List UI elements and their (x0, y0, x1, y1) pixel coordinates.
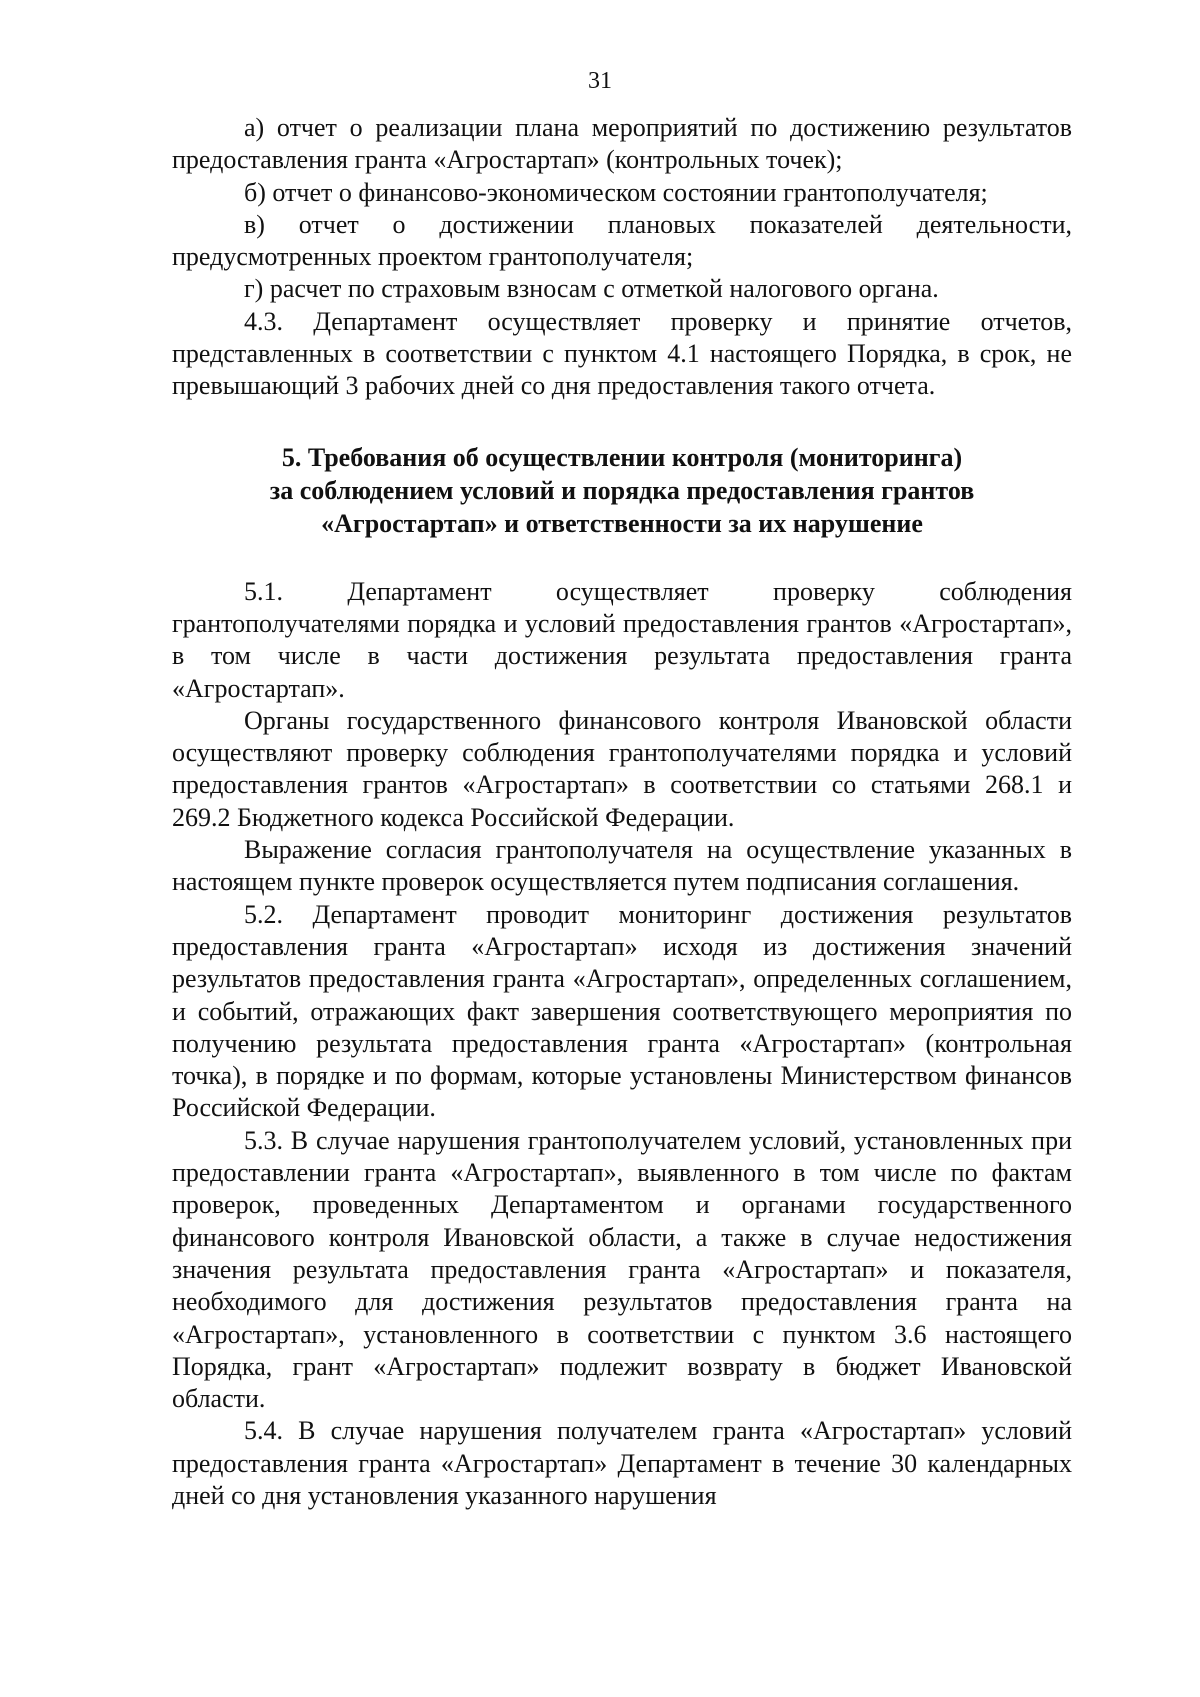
clause-5-1-control-bodies: Органы государственного финансового контроля Ивановской области осуществляют проверку соблюдения грантополучателями порядка и условий предоставления грантов «Агростартап» в соответствии со статьями 268.1 и 269.2 Бюджетного кодекса Российской Федерации. (172, 705, 1072, 832)
section-5-heading-line: за соблюдением условий и порядка предоставления грантов (269, 475, 975, 505)
document-body (172, 112, 1072, 1512)
list-item-v: в) отчет о достижении плановых показателей деятельности, предусмотренных проектом грантополучателя; (172, 209, 1072, 272)
list-item-g: г) расчет по страховым взносам с отметкой налогового органа. (244, 274, 939, 304)
clause-5-1: 5.1. Департамент осуществляет проверку соблюдения грантополучателями порядка и условий предоставления грантов «Агростартап», в том числе в части достижения результата предоставления гранта «Агростартап». (172, 576, 1072, 703)
section-5-heading-line: «Агростартап» и ответственности за их нарушение (321, 508, 923, 538)
list-item-a: а) отчет о реализации плана мероприятий по достижению результатов предоставления гранта «Агростартап» (контрольных точек); (172, 113, 1072, 175)
clause-5-4: 5.4. В случае нарушения получателем гранта «Агростартап» условий предоставления гранта «Агростартап» Департамент в течение 30 календарных дней со дня установления указанного нарушения (172, 1416, 1072, 1510)
clause-5-1-consent: Выражение согласия грантополучателя на осуществление указанных в настоящем пункте проверок осуществляется путем подписания соглашения. (172, 835, 1072, 897)
clause-5-2: 5.2. Департамент проводит мониторинг достижения результатов предоставления гранта «Агростартап» исходя из достижения значений результатов предоставления гранта «Агростартап», определенных соглашением, и событий, отражающих факт завершения соответствующего мероприятия по получению результата предоставления гранта «Агростартап» (контрольная точка), в порядке и по формам, которые установлены Министерством финансов Российской Федерации. (172, 899, 1072, 1123)
list-item-b: б) отчет о финансово-экономическом состоянии грантополучателя; (244, 177, 988, 207)
section-5-heading (172, 441, 1072, 540)
page-number: 31 (588, 68, 612, 94)
clause-4-3: 4.3. Департамент осуществляет проверку и принятие отчетов, представленных в соответствии с пунктом 4.1 настоящего Порядка, в срок, не превышающий 3 рабочих дней со дня предоставления такого отчета. (172, 306, 1072, 401)
section-5-heading-line: 5. Требования об осуществлении контроля (мониторинга) (281, 442, 963, 472)
clause-5-3: 5.3. В случае нарушения грантополучателем условий, установленных при предоставлении гранта «Агростартап», выявленного в том числе по фактам проверок, проведенных Департаментом и органами государственного финансового контроля Ивановской области, а также в случае недостижения значения результата предоставления гранта «Агростартап» и показателя, необходимого для достижения результатов предоставления гранта на «Агростартап», установленного в соответствии с пунктом 3.6 настоящего Порядка, грант «Агростартап» подлежит возврату в бюджет Ивановской области. (172, 1125, 1072, 1414)
